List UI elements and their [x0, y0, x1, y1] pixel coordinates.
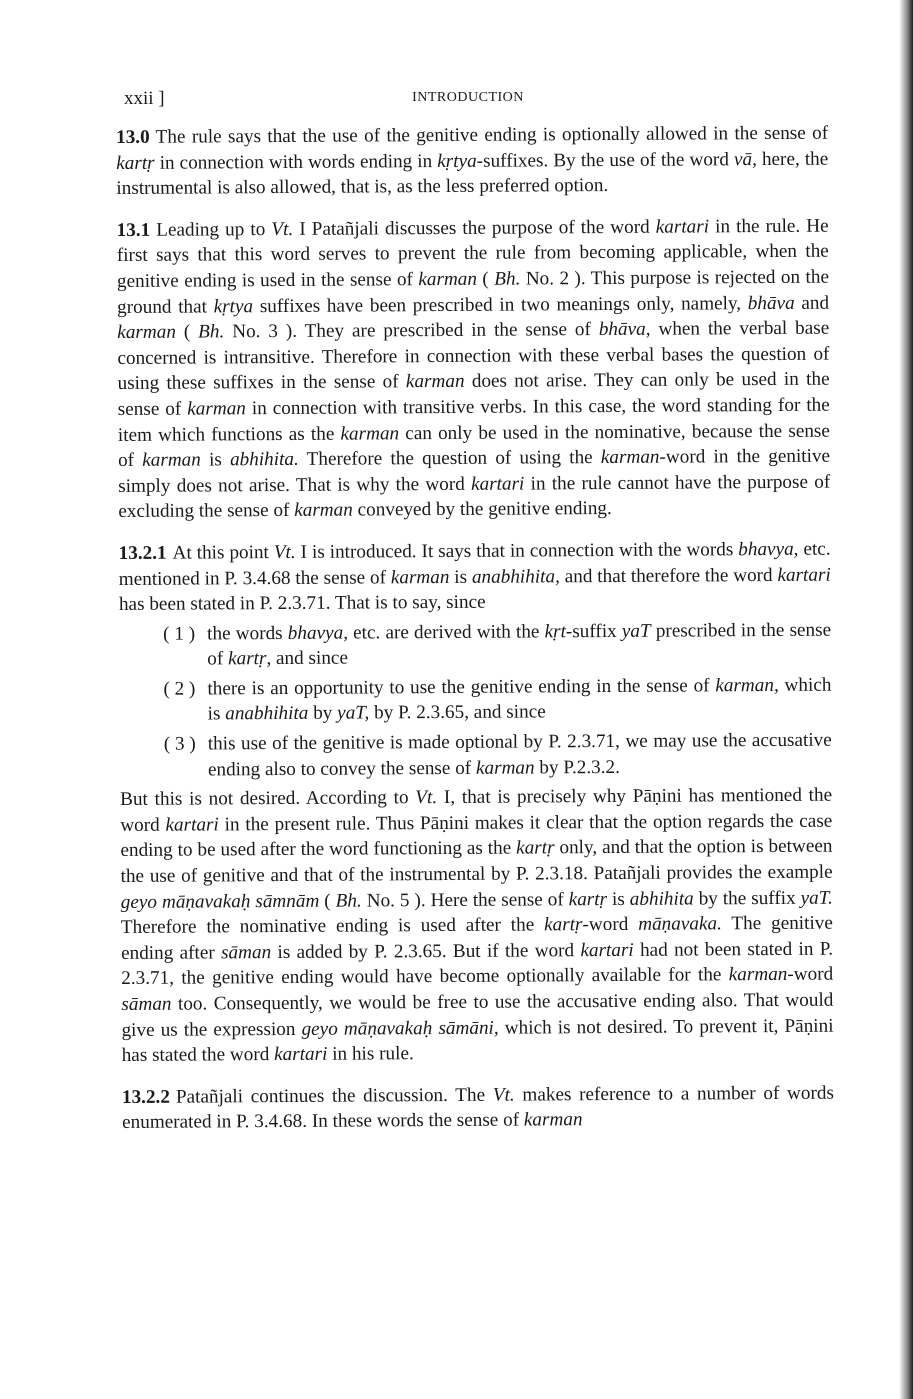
- text-run: this use of the genitive is made optional by P. 2.3.71, we may use the accusative ending also to convey the sense of: [207, 729, 832, 781]
- text-run: No. 2 ). This purpose is rejected on the ground that: [117, 266, 830, 318]
- text-run: by P.2.3.2.: [534, 756, 620, 779]
- italic-term: kartṛ,: [227, 648, 272, 670]
- text-run: -word: [582, 914, 639, 936]
- italic-term: karman: [523, 1109, 583, 1131]
- italic-term: Vt.: [492, 1084, 515, 1106]
- text-run: I Patañjali discusses the purpose of the word: [293, 216, 656, 240]
- text-run: Therefore the nominative ending is used after the: [120, 914, 545, 939]
- text-run: the words: [207, 622, 288, 645]
- italic-term: kartṛ: [516, 837, 555, 860]
- italic-term: karman: [418, 268, 478, 291]
- italic-term: karman: [728, 964, 788, 986]
- italic-term: yaT,: [337, 702, 370, 725]
- italic-term: bhavya,: [287, 622, 349, 644]
- italic-term: bhavya,: [738, 538, 799, 561]
- italic-term: sāman: [220, 941, 272, 964]
- italic-term: anabhihita: [225, 703, 309, 725]
- text-run: I, that is precisely why Pāṇini has mentioned the word: [120, 784, 833, 836]
- list-number: ( 3 ): [163, 733, 196, 755]
- paragraph-13-1: [117, 213, 831, 524]
- italic-term: kṛtya: [213, 295, 254, 317]
- italic-term: kṛtya: [437, 150, 477, 172]
- text-run: and since: [271, 647, 349, 670]
- text-run: suffixes have been prescribed in two meanings only, namely,: [253, 292, 748, 317]
- text-run: in connection with words ending in: [154, 150, 438, 174]
- body-text: [116, 121, 834, 1152]
- italic-term: bhāva: [747, 292, 795, 314]
- text-run: Leading up to: [156, 218, 272, 241]
- text-run: prescribed in the sense of: [207, 619, 832, 670]
- text-run: etc. mentioned in P. 3.4.68 the sense of: [118, 538, 831, 590]
- text-run: which is: [207, 674, 832, 725]
- text-run: (: [319, 890, 336, 912]
- italic-term: karman: [405, 371, 465, 393]
- text-run: too. Consequently, we would be free to use the accusative ending also. That would give us the expression: [121, 989, 834, 1041]
- text-run: -suffix: [565, 620, 622, 642]
- text-run: by the suffix: [693, 887, 801, 910]
- italic-term: geyo māṇavakaḥ sāmnām: [120, 890, 320, 913]
- text-run: is: [606, 888, 630, 910]
- italic-term: kartṛ: [116, 152, 155, 174]
- text-run: by: [308, 703, 338, 725]
- italic-term: kartari: [777, 564, 831, 586]
- paragraph-continuation: [120, 783, 834, 1069]
- italic-term: bhāva,: [598, 318, 651, 341]
- italic-term: māṇavaka.: [638, 913, 722, 936]
- paragraph-13-0: [116, 121, 828, 202]
- italic-term: kartari: [655, 216, 710, 238]
- text-run: I is introduced. It says that in connection with the words: [295, 539, 739, 563]
- text-run: which is not desired. To prevent it, Pāṇini has stated the word: [121, 1015, 834, 1067]
- list-item: [119, 617, 831, 673]
- text-run: by P. 2.3.65, and since: [369, 701, 546, 724]
- text-run: and: [794, 292, 830, 314]
- text-run: Therefore the question of using the: [298, 447, 601, 471]
- page-header: [118, 88, 818, 112]
- italic-term: abhihita.: [229, 449, 299, 471]
- italic-term: abhihita: [629, 888, 694, 910]
- italic-term: anabhihita,: [471, 565, 560, 588]
- italic-term: sāman: [121, 993, 172, 1015]
- text-run: here, the instrumental is also allowed, that is, as the less preferred option.: [116, 148, 829, 200]
- section-number: 13.1: [116, 219, 151, 241]
- italic-term: kartṛ: [544, 914, 583, 936]
- text-run: No. 3 ). They are prescribed in the sense of: [224, 319, 599, 343]
- italic-term: karman: [390, 566, 450, 588]
- italic-term: kartari: [274, 1043, 328, 1066]
- text-run: -word: [787, 964, 834, 986]
- text-run: can only be used in the nominative, because the sense of: [117, 420, 830, 472]
- text-run: does not arise. They can only be used in the sense of: [117, 368, 830, 420]
- text-run: etc. are derived with the: [347, 621, 545, 644]
- italic-term: Bh.: [335, 890, 362, 912]
- italic-term: kṛt: [544, 620, 566, 643]
- text-run: conveyed by the genitive ending.: [352, 498, 612, 521]
- italic-term: karman: [475, 757, 535, 779]
- text-run: No. 5 ). Here the sense of: [361, 888, 569, 912]
- italic-term: Bh.: [198, 321, 225, 343]
- text-run: -suffixes. By the use of the word: [476, 148, 735, 172]
- text-run: The rule says that the use of the genitive ending is optionally allowed in the sense of: [155, 122, 829, 148]
- text-run: At this point: [172, 541, 274, 564]
- italic-term: karman: [117, 321, 176, 344]
- paragraph-13-2-2: [122, 1080, 834, 1136]
- italic-term: karman: [187, 398, 246, 420]
- text-run: But this is not desired. According to: [120, 787, 416, 811]
- italic-term: karman,: [715, 674, 779, 697]
- text-run: had not been stated in P. 2.3.71, the genitive ending would have become optionally available for the: [121, 938, 834, 990]
- section-number: 13.2.1: [118, 542, 167, 564]
- italic-term: Bh.: [494, 268, 521, 290]
- text-run: in the rule cannot have the purpose of excluding the sense of: [118, 471, 831, 523]
- list-number: ( 2 ): [163, 678, 196, 700]
- text-run: is: [449, 566, 472, 588]
- text-run: The genitive ending after: [120, 912, 833, 964]
- text-run: (: [476, 268, 495, 290]
- italic-term: karman: [142, 449, 201, 471]
- italic-term: Vt.: [415, 787, 438, 809]
- list-item: [119, 673, 831, 729]
- italic-term: karman: [600, 446, 660, 469]
- text-run: is: [200, 449, 231, 471]
- text-run: -word in the genitive simply does not arise. That is why the word: [118, 445, 831, 497]
- section-number: 13.2.2: [121, 1086, 170, 1108]
- text-run: Patañjali continues the discussion. The: [175, 1084, 493, 1108]
- list-item: [120, 728, 832, 784]
- italic-term: kartari: [470, 473, 525, 495]
- italic-term: Vt.: [271, 218, 294, 240]
- section-number: 13.0: [116, 126, 150, 148]
- text-run: has been stated in P. 2.3.71. That is to say, since: [118, 591, 486, 616]
- italic-term: karman: [340, 422, 400, 445]
- italic-term: yaT: [621, 620, 651, 642]
- italic-term: yaT.: [800, 887, 833, 909]
- italic-term: kartari: [580, 939, 634, 961]
- text-run: in the rule. He first says that this word serves to prevent the rule from becoming applicable, when the genitive ending is used in the sense of: [116, 215, 829, 292]
- text-run: there is an opportunity to use the genitive ending in the sense of: [207, 675, 716, 700]
- text-run: (: [175, 321, 199, 343]
- italic-term: karman: [294, 499, 353, 522]
- text-run: only, and that the option is between the use of genitive and that of the instrumental by P. 2.3.18. Patañjali provides the example: [120, 836, 833, 888]
- italic-term: vā,: [733, 148, 757, 170]
- text-run: in the present rule. Thus Pāṇini makes it clear that the option regards the case ending to be used after the word functioning as the: [120, 810, 833, 862]
- italic-term: Vt.: [273, 541, 296, 563]
- list-number: ( 1 ): [163, 623, 196, 645]
- paragraph-13-2-1: [119, 537, 831, 618]
- italic-term: geyo māṇavakaḥ sāmāni,: [301, 1017, 499, 1040]
- running-head: INTRODUCTION: [412, 90, 524, 105]
- italic-term: kartṛ: [568, 888, 608, 910]
- text-run: and that therefore the word: [559, 564, 778, 587]
- numbered-list: [119, 617, 832, 783]
- text-run: makes reference to a number of words enumerated in P. 3.4.68. In these words the sense of: [122, 1082, 834, 1134]
- text-run: in connection with transitive verbs. In this case, the word standing for the item which functions as the: [117, 394, 830, 446]
- italic-term: kartari: [165, 814, 219, 836]
- text-run: in his rule.: [327, 1043, 414, 1065]
- page-edge-shadow: [899, 0, 913, 1399]
- page-number: xxii ]: [124, 88, 165, 109]
- text-run: when the verbal base concerned is intransitive. Therefore in connection with these verbal bases the question of using these suffixes in the sense of: [117, 317, 830, 395]
- text-run: is added by P. 2.3.65. But if the word: [271, 939, 581, 963]
